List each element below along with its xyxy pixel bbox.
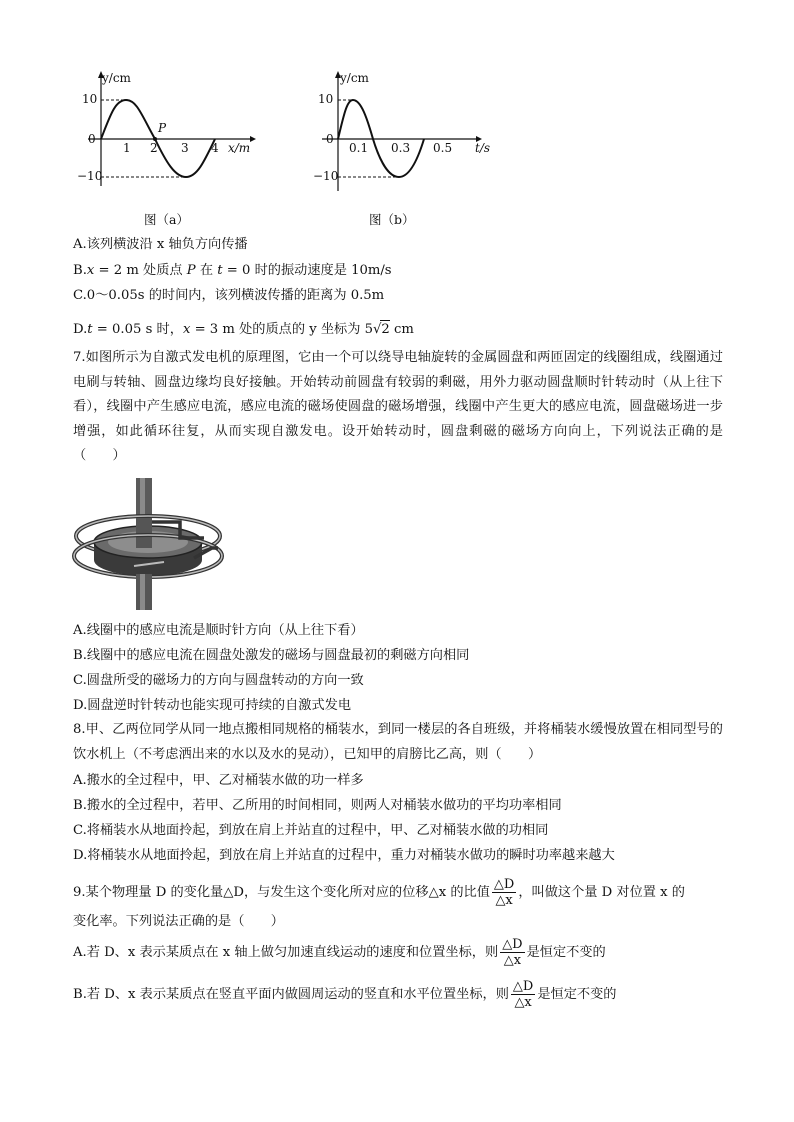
- fig-a-caption: 图（a）: [144, 212, 189, 227]
- fig-a-y-label: y/cm: [102, 71, 131, 85]
- q7-option-b: B.线圈中的感应电流在圆盘处激发的磁场与圆盘最初的剩磁方向相同: [73, 648, 470, 663]
- q9-fraction: $\frac{\triangle D}{\triangle x}$: [493, 877, 515, 908]
- fig-a-y-tick-top: 10: [82, 92, 98, 106]
- fig-b-y-tick-origin: 0: [326, 132, 334, 146]
- figure-a-graph: [80, 66, 260, 196]
- fig-b-x-tick-0-3: 0.3: [391, 141, 411, 155]
- q8-stem: 8.甲、乙两位同学从同一地点搬相同规格的桶装水，到同一楼层的各自班级，并将桶装水缓慢放置在相同型号的饮水机上（不考虑洒出来的水以及水的晃动），已知甲的肩膀比乙高，则（ ）: [73, 722, 723, 762]
- q8-option-c: C.将桶装水从地面拎起，到放在肩上并站直的过程中，甲、乙对桶装水做的功相同: [73, 823, 549, 838]
- q9-option-a: A.若 D、x 表示某质点在 x 轴上做匀加速直线运动的速度和位置坐标，则 $\frac{\triangle D}{\triangle x}$ 是恒定不变的: [73, 937, 606, 968]
- fig-a-x-tick-4: 4: [211, 141, 219, 155]
- fig-b-y-tick-bottom: −10: [313, 169, 339, 183]
- fig-a-y-tick-origin: 0: [88, 132, 96, 146]
- q7-stem: 7.如图所示为自激式发电机的原理图，它由一个可以绕导电轴旋转的金属圆盘和两匝固定的线圈组成，线圈通过电刷与转轴、圆盘边缘均良好接触。开始转动前圆盘有较弱的剩磁，用外力驱动圆盘顺时针转动时（从上往下看），线圈中产生感应电流，感应电流的磁场使圆盘的磁场增强，线圈中产生更大的感应电流，圆盘磁场进一步增强，如此循环往复，从而实现自激发电。设开始转动时，圆盘剩磁的磁场方向向上，下列说法正确的是（ ）: [73, 350, 723, 463]
- q6-option-b: B.x = 2 m 处质点 P 在 t = 0 时的振动速度是 10m/s: [73, 263, 392, 278]
- fig-b-y-tick-top: 10: [318, 92, 334, 106]
- generator-disc-figure: [72, 478, 224, 612]
- q9-option-b: B.若 D、x 表示某质点在竖直平面内做圆周运动的竖直和水平位置坐标，则 $\frac{\triangle D}{\triangle x}$ 是恒定不变的: [73, 979, 617, 1010]
- q8-option-a: A.搬水的全过程中，甲、乙对桶装水做的功一样多: [73, 773, 364, 788]
- q7-option-a: A.线圈中的感应电流是顺时针方向（从上往下看）: [73, 623, 364, 638]
- q6-option-c: C.0～0.05s 的时间内，该列横波传播的距离为 0.5m: [73, 288, 385, 303]
- q8-option-b: B.搬水的全过程中，若甲、乙所用的时间相同，则两人对桶装水做功的平均功率相同: [73, 798, 562, 813]
- fig-a-point-label: P: [158, 121, 167, 135]
- fig-b-x-label: t/s: [475, 141, 491, 155]
- fig-b-caption: 图（b）: [369, 212, 415, 227]
- fig-b-x-tick-0-1: 0.1: [349, 141, 369, 155]
- q9-stem-line2: 变化率。下列说法正确的是（ ）: [73, 914, 284, 929]
- fig-a-x-tick-2: 2: [150, 141, 158, 155]
- fig-b-x-tick-0-5: 0.5: [433, 141, 453, 155]
- figure-b-graph: [314, 66, 494, 196]
- q6-option-a: A.该列横波沿 x 轴负方向传播: [73, 237, 248, 252]
- q7-option-c: C.圆盘所受的磁场力的方向与圆盘转动的方向一致: [73, 673, 364, 688]
- q8-option-d: D.将桶装水从地面拎起，到放在肩上并站直的过程中，重力对桶装水做功的瞬时功率越来越大: [73, 848, 615, 863]
- fig-b-y-label: y/cm: [340, 71, 369, 85]
- fig-a-x-tick-3: 3: [181, 141, 189, 155]
- fig-a-x-label: x/m: [228, 141, 251, 155]
- q9-stem-line1: 9.某个物理量 D 的变化量△D，与发生这个变化所对应的位移△x 的比值 $\frac{\triangle D}{\triangle x}$ ，叫做这个量 D 对位置 x 的: [73, 877, 685, 908]
- fig-a-x-tick-1: 1: [123, 141, 131, 155]
- q6-option-d: D.t = 0.05 s 时，x = 3 m 处的质点的 y 坐标为 5√2 cm: [73, 322, 414, 337]
- q7-option-d: D.圆盘逆时针转动也能实现可持续的自激式发电: [73, 698, 352, 713]
- fig-a-y-tick-bottom: −10: [77, 169, 103, 183]
